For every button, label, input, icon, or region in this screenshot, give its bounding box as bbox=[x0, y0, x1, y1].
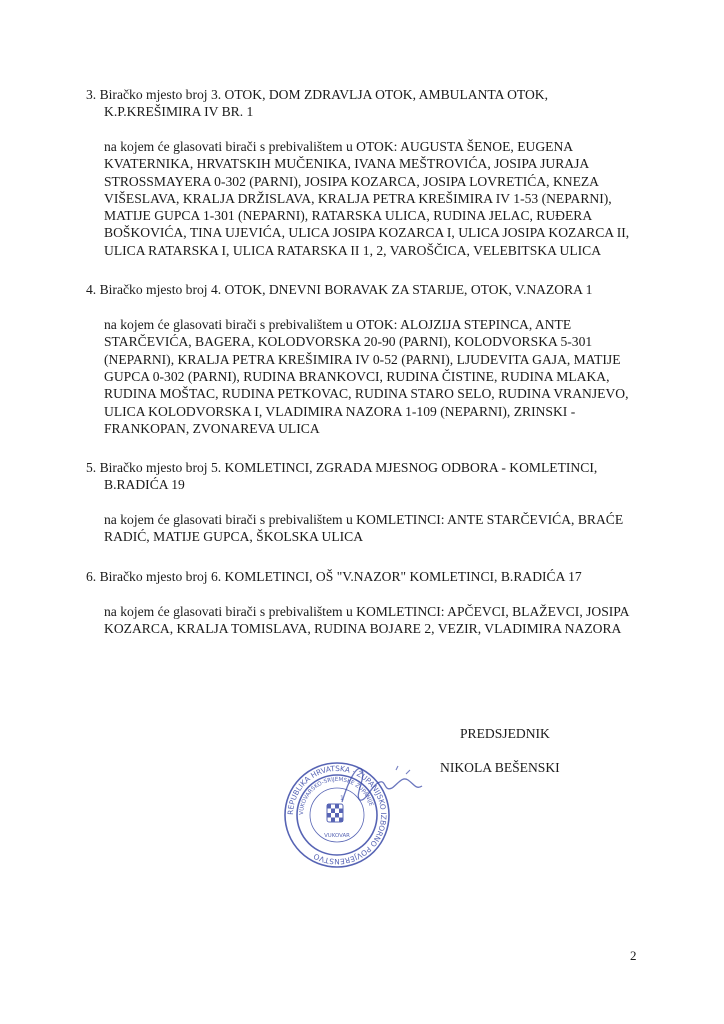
signatory-title: PREDSJEDNIK bbox=[460, 726, 550, 741]
polling-station-3 bbox=[86, 86, 646, 259]
polling-station-voters: na kojem će glasovati birači s prebivalištem u OTOK: AUGUSTA ŠENOE, EUGENA KVATERNIKA, HRVATSKIH MUČENIKA, IVANA MEŠTROVIĆA, JOSIPA JURAJA STROSSMAYERA 0-302 (PARNI), JOSIPA KOZARCA, JOSIPA LOVRETIĆA, KNEZA VIŠESLAVA, KRALJA DRŽISLAVA, KRALJA PETRA KREŠIMIRA IV 1-53 (NEPARNI), MATIJE GUPCA 1-301 (NEPARNI), RATARSKA ULICA, RUDINA JELAC, RUĐERA BOŠKOVIĆA, TINA UJEVIĆA, ULICA JOSIPA KOZARCA I, ULICA JOSIPA KOZARCA II, ULICA RATARSKA I, ULICA RATARSKA II 1, 2, VAROŠČICA, VELEBITSKA ULICA bbox=[104, 139, 630, 258]
polling-station-heading: 6. Biračko mjesto broj 6. KOMLETINCI, OŠ "V.NAZOR" KOMLETINCI, B.RADIĆA 17 bbox=[86, 568, 582, 584]
document-body bbox=[86, 86, 646, 659]
polling-station-6 bbox=[86, 568, 646, 638]
stamp-inner-text: VUKOVARSKO-SRIJEMSKE ŽUPANIJE bbox=[298, 776, 374, 816]
signatory-name: NIKOLA BEŠENSKI bbox=[440, 760, 560, 775]
stamp-number: 1 bbox=[340, 795, 344, 802]
polling-station-heading: 3. Biračko mjesto broj 3. OTOK, DOM ZDRAVLJA OTOK, AMBULANTA OTOK, K.P.KREŠIMIRA IV BR. 1 bbox=[86, 87, 548, 119]
page-number: 2 bbox=[630, 948, 637, 963]
polling-station-heading: 4. Biračko mjesto broj 4. OTOK, DNEVNI BORAVAK ZA STARIJE, OTOK, V.NAZORA 1 bbox=[86, 282, 593, 298]
polling-station-4 bbox=[86, 281, 646, 437]
stamp-bottom-text: VUKOVAR bbox=[324, 833, 350, 839]
polling-station-voters: na kojem će glasovati birači s prebivalištem u OTOK: ALOJZIJA STEPINCA, ANTE STARČEVIĆA, BAGERA, KOLODVORSKA 20-90 (PARNI), KOLODVORSKA 5-301 (NEPARNI), KRALJA PETRA KREŠIMIRA IV 0-52 (PARNI), LJUDEVITA GAJA, MATIJE GUPCA 0-302 (PARNI), RUDINA BRANKOVCI, RUDINA ČISTINE, RUDINA MLAKA, RUDINA MOŠTAC, RUDINA PETKOVAC, RUDINA STARO SELO, RUDINA VRANJEVO, ULICA KOLODVORSKA I, VLADIMIRA NAZORA 1-109 (NEPARNI), ZRINSKI - FRANKOPAN, ZVONAREVA ULICA bbox=[104, 317, 629, 436]
handwritten-signature-icon bbox=[336, 756, 428, 816]
polling-station-5 bbox=[86, 459, 646, 546]
polling-station-heading: 5. Biračko mjesto broj 5. KOMLETINCI, ZGRADA MJESNOG ODBORA - KOMLETINCI, B.RADIĆA 19 bbox=[86, 460, 598, 493]
polling-station-voters: na kojem će glasovati birači s prebivalištem u KOMLETINCI: ANTE STARČEVIĆA, BRAĆE RADIĆ, MATIJE GUPCA, ŠKOLSKA ULICA bbox=[104, 512, 624, 545]
polling-station-voters: na kojem će glasovati birači s prebivalištem u KOMLETINCI: APČEVCI, BLAŽEVCI, JOSIPA KOZARCA, KRALJA TOMISLAVA, RUDINA BOJARE 2, VEZIR, VLADIMIRA NAZORA bbox=[104, 603, 629, 637]
stamp-outer-text: REPUBLIKA HRVATSKA · ŽUPANIJSKO IZBORNO POVJERENSTVO bbox=[285, 763, 389, 867]
